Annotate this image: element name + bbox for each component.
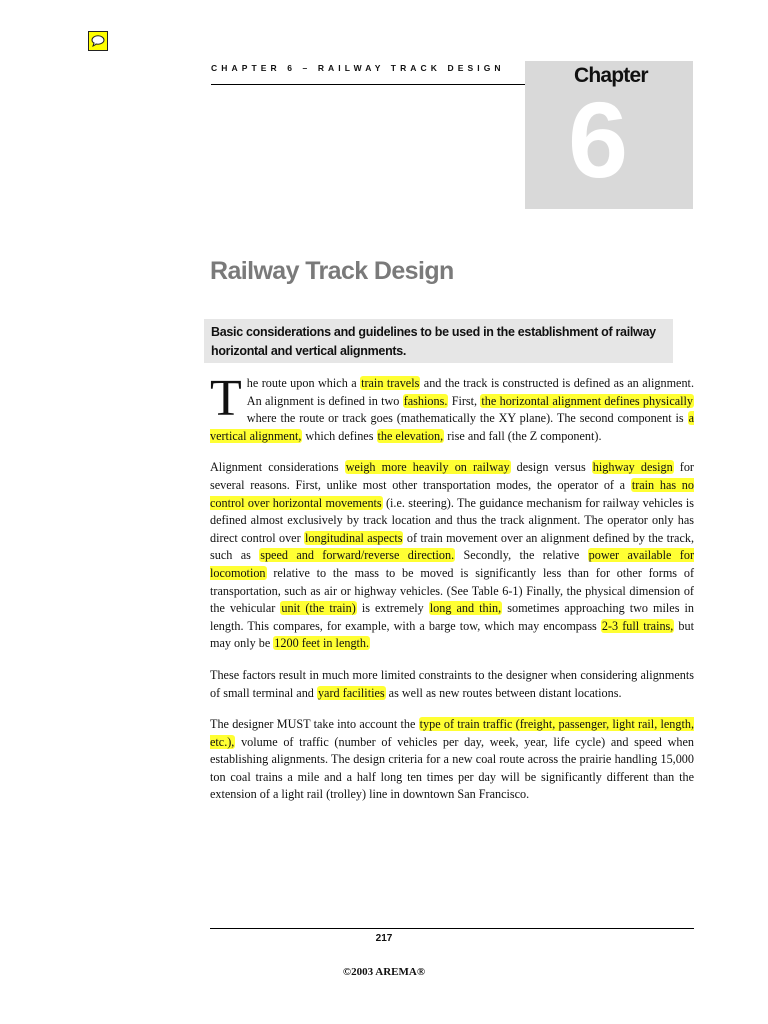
text-segment: rise and fall (the Z component).: [444, 428, 602, 443]
highlighted-text: speed and forward/reverse direction.: [260, 548, 455, 563]
text-segment: Alignment considerations: [210, 460, 345, 475]
highlighted-text: long and thin,: [429, 601, 502, 616]
highlighted-text: train travels: [361, 376, 420, 390]
paragraph: [210, 716, 694, 804]
text-segment: (i.e. steering). The guidance mechanism for railway vehicles is defined almost exclusively by track location and thus the track alignment. The operator only has direct control over: [210, 495, 695, 545]
page-number: 217: [375, 933, 393, 944]
body-text: [210, 370, 695, 818]
text-segment: he route upon which a: [246, 376, 361, 390]
highlighted-text: weigh more heavily on railway: [345, 460, 510, 475]
highlighted-text: longitudinal aspects: [305, 530, 403, 545]
text-segment: volume of traffic (number of vehicles per day, week, year, life cycle) and speed when establishing alignments. The design criteria for a new coal route across the prairie handling 15,000 ton coal trains a mile and a half long ten times per day will be significantly different than the extension of a light rail (trolley) line in downtown San Francisco.: [210, 734, 694, 802]
summary-text: Basic considerations and guidelines to be used in the establishment of railway horizontal and vertical alignments.: [211, 325, 656, 358]
highlighted-text: 2-3 full trains,: [601, 618, 674, 633]
highlighted-text: 1200 feet in length.: [274, 636, 370, 651]
page-title: Railway Track Design: [210, 257, 454, 285]
text-segment: These factors result in much more limited constraints to the designer when considering alignments of small terminal and: [210, 667, 694, 700]
highlighted-text: train has no control over horizontal movements: [210, 477, 694, 510]
highlighted-text: power available for locomotion: [210, 548, 695, 580]
highlighted-text: the elevation,: [377, 428, 444, 443]
text-segment: for several reasons. First, unlike most other transportation modes, the operator of a: [210, 460, 694, 492]
text-segment: where the route or track goes (mathematically the XY plane). The second component is: [246, 411, 688, 426]
text-segment: which defines: [302, 428, 377, 443]
paragraph: [210, 459, 694, 653]
text-segment: but may only be: [210, 618, 694, 651]
copyright: ©2003 AREMA®: [342, 966, 426, 978]
text-segment: relative to the mass to be moved is significantly less than for other forms of transportation, such as air or highway vehicles. (See Table 6-1) Finally, the physical dimension of the vehicular: [210, 565, 694, 616]
drop-cap: T: [210, 370, 242, 427]
header-rule: [211, 84, 525, 85]
highlighted-text: yard facilities: [317, 685, 385, 700]
running-header: CHAPTER 6 – RAILWAY TRACK DESIGN: [211, 63, 505, 73]
paragraph: [210, 667, 694, 702]
highlighted-text: highway design: [592, 460, 673, 475]
text-segment: First,: [448, 393, 481, 408]
text-segment: is extremely: [356, 601, 429, 616]
text-segment: design versus: [510, 460, 592, 475]
highlighted-text: a vertical alignment,: [210, 411, 694, 443]
text-segment: sometimes approaching two miles in length. This compares, for example, with a barge tow, which may encompass: [210, 601, 694, 633]
text-segment: of train movement over an alignment defined by the track, such as: [210, 530, 694, 563]
highlighted-text: type of train traffic (freight, passenger, light rail, length, etc.),: [210, 717, 694, 749]
text-segment: and the track is constructed is defined as an alignment. An alignment is defined in two: [246, 376, 694, 408]
chapter-label: Chapter: [574, 64, 648, 87]
text-segment: Secondly, the relative: [455, 548, 588, 563]
text-segment: The designer MUST take into account the: [210, 717, 419, 732]
highlighted-text: unit (the train): [281, 601, 356, 616]
paragraph: [210, 370, 694, 445]
chapter-number: 6: [568, 79, 629, 200]
highlighted-text: fashions.: [403, 393, 448, 408]
highlighted-text: the horizontal alignment defines physically: [481, 393, 693, 408]
comment-bubble-icon[interactable]: [88, 31, 108, 51]
text-segment: as well as new routes between distant locations.: [385, 685, 622, 700]
footer-rule: [210, 928, 694, 929]
